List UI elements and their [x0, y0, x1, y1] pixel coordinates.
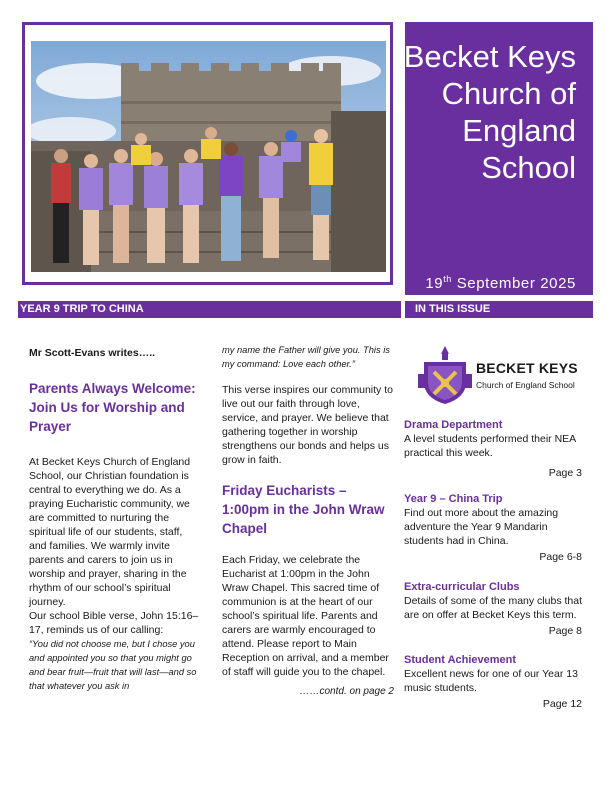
toc-item-description: A level students performed their NEA practical this week.: [404, 433, 576, 459]
toc-item-page: Page 6-8: [539, 551, 582, 563]
toc-item-description: Excellent news for one of our Year 13 music students.: [404, 668, 578, 694]
toc-item-description: Find out more about the amazing adventure the Year 9 Mandarin students had in China.: [404, 507, 559, 547]
date-day: 19: [425, 275, 444, 292]
article-paragraph-2: Our school Bible verse, John 15:16–17, reminds us of our calling:: [29, 610, 199, 636]
article-column-2: [222, 343, 394, 699]
article-heading-2: Friday Eucharists – 1:00pm in the John Wraw Chapel: [222, 483, 385, 536]
bible-quote-part-1: “You did not choose me, but I chose you and appointed you so that you might go and bear fruit—fruit that will last—and so that whatever you ask in: [29, 639, 197, 691]
section-bar-in-this-issue: IN THIS ISSUE: [405, 301, 593, 318]
logo-subtitle: Church of England School: [476, 380, 575, 390]
toc-item-page: Page 12: [542, 698, 582, 710]
school-logo: [418, 344, 576, 406]
school-name-title: Becket Keys Church of England School: [403, 39, 576, 185]
masthead: [405, 22, 593, 295]
continued-note: ……contd. on page 2: [299, 686, 394, 697]
article-paragraph-4: Each Friday, we celebrate the Eucharist at 1:00pm in the John Wraw Chapel. This sacred time of communion is at the heart of our school’s spiritual life. Parents and carers are warmly encouraged to attend. Please report to Main Reception on arrival, and a member of staff will guide you to the chapel.: [222, 554, 389, 678]
toc-item-title[interactable]: Student Achievement: [404, 654, 517, 666]
article-paragraph-3: This verse inspires our community to live out our faith through love, service, and prayer. We believe that gathering together in worship strengthens our bonds and helps us grow in faith.: [222, 384, 393, 466]
date-rest: September 2025: [451, 275, 576, 292]
toc-item-description: Details of some of the many clubs that are on offer at Becket Keys this term.: [404, 595, 583, 621]
toc-item-title[interactable]: Drama Department: [404, 419, 503, 431]
toc-item-title[interactable]: Year 9 – China Trip: [404, 493, 503, 505]
section-bar-china-trip: YEAR 9 TRIP TO CHINA: [18, 301, 401, 318]
date-suffix: th: [443, 274, 452, 284]
issue-date: [425, 274, 576, 292]
toc-item[interactable]: [404, 418, 586, 480]
trip-photo: [31, 41, 386, 272]
article-column-1: [29, 346, 201, 693]
logo-title: BECKET KEYS: [476, 360, 578, 376]
toc-item[interactable]: [404, 653, 586, 711]
article-byline: Mr Scott-Evans writes…..: [29, 347, 156, 359]
article-heading-1: Parents Always Welcome: Join Us for Worship and Prayer: [29, 381, 196, 434]
school-crest-icon: [418, 344, 472, 406]
bible-quote-part-2: my name the Father will give you. This is my command: Love each other.”: [222, 345, 390, 369]
article-paragraph-1: At Becket Keys Church of England School, our Christian foundation is central to everything we do. As a praying Eucharistic community, we are committed to nurturing the spiritual life of our students, staff, and families. We warmly invite parents and carers to join us in worship and prayer, sharing in the rhythm of our school’s spiritual journey.: [29, 456, 191, 608]
toc-item-page: Page 3: [548, 467, 582, 479]
toc-item[interactable]: [404, 492, 586, 564]
toc-item-page: Page 8: [548, 625, 582, 637]
toc-item[interactable]: [404, 580, 586, 638]
toc-item-title[interactable]: Extra-curricular Clubs: [404, 581, 520, 593]
